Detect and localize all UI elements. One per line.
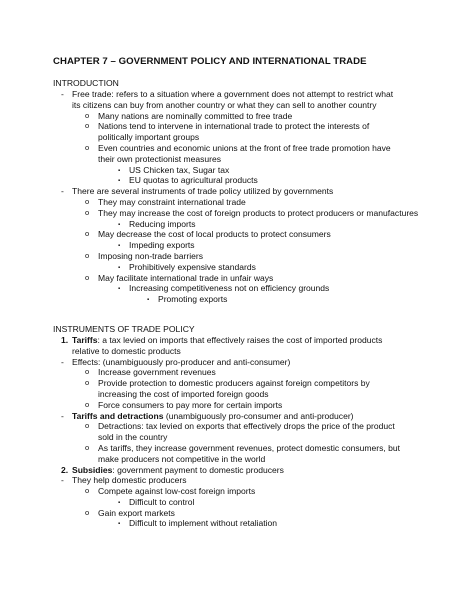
list-item: - Effects: (unambiguously pro-producer and anti-consumer) xyxy=(61,356,291,367)
list-item: ▪ Increasing competitiveness not on efficiency grounds xyxy=(118,283,330,294)
list-item: ▪ Promoting exports xyxy=(147,294,228,305)
list-item: o They may increase the cost of foreign products to protect producers or manufactures xyxy=(85,207,419,218)
list-item: o May facilitate international trade in unfair ways xyxy=(85,272,274,283)
list-item-continuation: relative to domestic products xyxy=(72,345,181,356)
list-item-continuation: politically important groups xyxy=(98,132,200,143)
list-item: o Imposing non-trade barriers xyxy=(85,250,203,261)
list-item: o Detractions: tax levied on exports that effectively drops the price of the product xyxy=(85,421,395,432)
list-item: ▪ Difficult to control xyxy=(118,496,195,507)
list-item: - They help domestic producers xyxy=(61,475,187,486)
list-item: o Force consumers to pay more for certain imports xyxy=(85,399,283,410)
list-item: o Even countries and economic unions at the front of free trade promotion have xyxy=(85,142,391,153)
list-item: ▪ Impeding exports xyxy=(118,240,195,251)
list-item: o Gain export markets xyxy=(85,507,175,518)
list-item: o Increase government revenues xyxy=(85,367,216,378)
list-item: o Many nations are nominally committed to free trade xyxy=(85,110,293,121)
list-item: ▪ Reducing imports xyxy=(118,218,196,229)
list-item-continuation: their own protectionist measures xyxy=(98,153,222,164)
list-item: o Compete against low-cost foreign imports xyxy=(85,486,256,497)
list-item: ▪ US Chicken tax, Sugar tax xyxy=(118,164,230,175)
list-item: ▪ EU quotas to agricultural products xyxy=(118,175,258,186)
section-body-instruments xyxy=(53,335,444,529)
list-item: - Tariffs and detractions (unambiguously pro-consumer and anti-producer) xyxy=(61,410,354,421)
list-item: o As tariffs, they increase government revenues, protect domestic consumers, but xyxy=(85,442,400,453)
list-item-continuation: make producers not competitive in the world xyxy=(98,453,266,464)
numbered-item: 1. Tariffs: a tax levied on imports that effectively raises the cost of imported products xyxy=(61,334,383,345)
list-item: o Nations tend to intervene in international trade to protect the interests of xyxy=(85,121,370,132)
list-item-continuation: sold in the country xyxy=(98,432,168,443)
list-item: o May decrease the cost of local products to protect consumers xyxy=(85,229,331,240)
page-title: CHAPTER 7 – GOVERNMENT POLICY AND INTERNATIONAL TRADE xyxy=(53,56,367,67)
list-item: - Free trade: refers to a situation where a government does not attempt to restrict what xyxy=(61,89,394,99)
section-body-introduction xyxy=(53,89,444,305)
list-item-continuation: its citizens can buy from another country or what they can sell to another country xyxy=(72,99,377,110)
list-item: ▪ Difficult to implement without retaliation xyxy=(118,518,278,529)
list-item: o Provide protection to domestic producers against foreign competitors by xyxy=(85,378,370,389)
section-spacer xyxy=(53,305,444,324)
numbered-item: 2. Subsidies: government payment to domestic producers xyxy=(61,464,284,475)
list-item: o They may constraint international trade xyxy=(85,196,246,207)
list-item: ▪ Prohibitively expensive standards xyxy=(118,261,256,272)
section-heading-instruments: INSTRUMENTS OF TRADE POLICY xyxy=(53,323,195,334)
list-item: - There are several instruments of trade policy utilized by governments xyxy=(61,186,334,197)
section-heading-introduction: INTRODUCTION xyxy=(53,78,119,88)
list-item-continuation: increasing the cost of imported foreign goods xyxy=(98,388,269,399)
